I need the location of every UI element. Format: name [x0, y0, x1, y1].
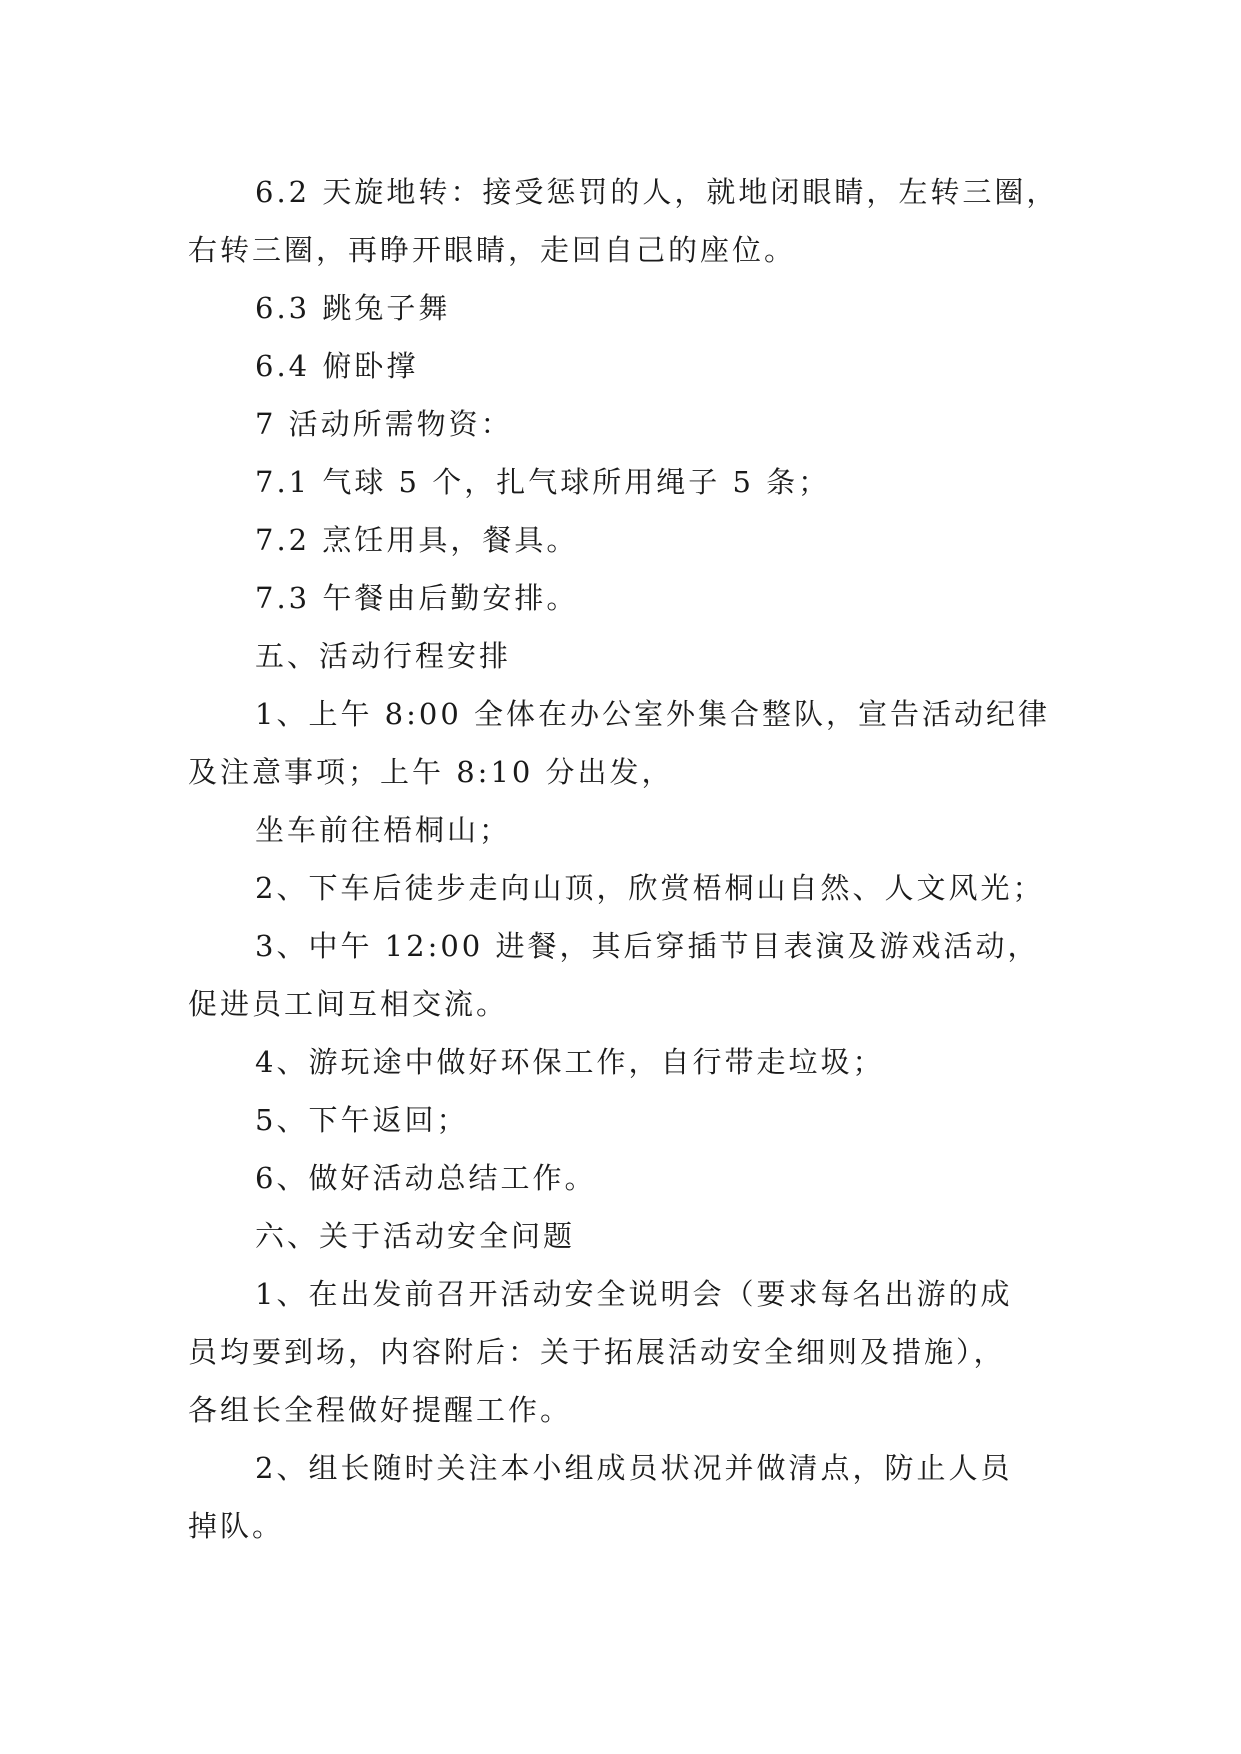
paragraph [188, 859, 1058, 917]
paragraph [188, 1149, 1058, 1207]
text-line: 促进员工间互相交流。 [188, 987, 509, 1021]
paragraph [188, 279, 1058, 337]
text-line: 2、组长随时关注本小组成员状况并做清点，防止人员 [255, 1451, 1013, 1485]
paragraph [188, 685, 1058, 801]
text-line: 各组长全程做好提醒工作。 [188, 1393, 573, 1427]
text-line: 2、下车后徒步走向山顶，欣赏梧桐山自然、人文风光； [255, 871, 1045, 905]
text-line: 六、关于活动安全问题 [255, 1219, 576, 1253]
text-line: 1、上午 8:00 全体在办公室外集合整队，宣告活动纪律 [255, 697, 1051, 731]
text-line: 员均要到场，内容附后：关于拓展活动安全细则及措施）， [188, 1335, 1006, 1369]
paragraph [188, 1265, 1058, 1439]
paragraph [188, 801, 1058, 859]
paragraph [188, 337, 1058, 395]
text-line: 3、中午 12:00 进餐，其后穿插节目表演及游戏活动， [255, 929, 1040, 963]
text-line: 五、活动行程安排 [255, 639, 512, 673]
text-line: 右转三圈，再睁开眼睛，走回自己的座位。 [188, 233, 797, 267]
text-line: 7.1 气球 5 个，扎气球所用绳子 5 条； [255, 465, 831, 499]
text-line: 掉队。 [188, 1509, 285, 1543]
paragraph [188, 511, 1058, 569]
document-body [188, 163, 1058, 1555]
text-line: 6、做好活动总结工作。 [255, 1161, 597, 1195]
paragraph [188, 569, 1058, 627]
text-line: 1、在出发前召开活动安全说明会（要求每名出游的成 [255, 1277, 1013, 1311]
text-line: 坐车前往梧桐山； [255, 813, 512, 847]
text-line: 7 活动所需物资： [255, 407, 513, 441]
paragraph [188, 1207, 1058, 1265]
text-line: 及注意事项；上午 8:10 分出发， [188, 755, 674, 789]
paragraph [188, 1091, 1058, 1149]
text-line: 6.2 天旋地转：接受惩罚的人，就地闭眼睛，左转三圈， [255, 175, 1059, 209]
paragraph [188, 163, 1058, 279]
text-line: 4、游玩途中做好环保工作，自行带走垃圾； [255, 1045, 885, 1079]
text-line: 7.2 烹饪用具，餐具。 [255, 523, 579, 557]
text-line: 7.3 午餐由后勤安排。 [255, 581, 579, 615]
paragraph [188, 395, 1058, 453]
paragraph [188, 1439, 1058, 1555]
paragraph [188, 1033, 1058, 1091]
text-line: 6.4 俯卧撑 [255, 349, 419, 383]
paragraph [188, 627, 1058, 685]
text-line: 5、下午返回； [255, 1103, 469, 1137]
paragraph [188, 917, 1058, 1033]
text-line: 6.3 跳兔子舞 [255, 291, 451, 325]
paragraph [188, 453, 1058, 511]
